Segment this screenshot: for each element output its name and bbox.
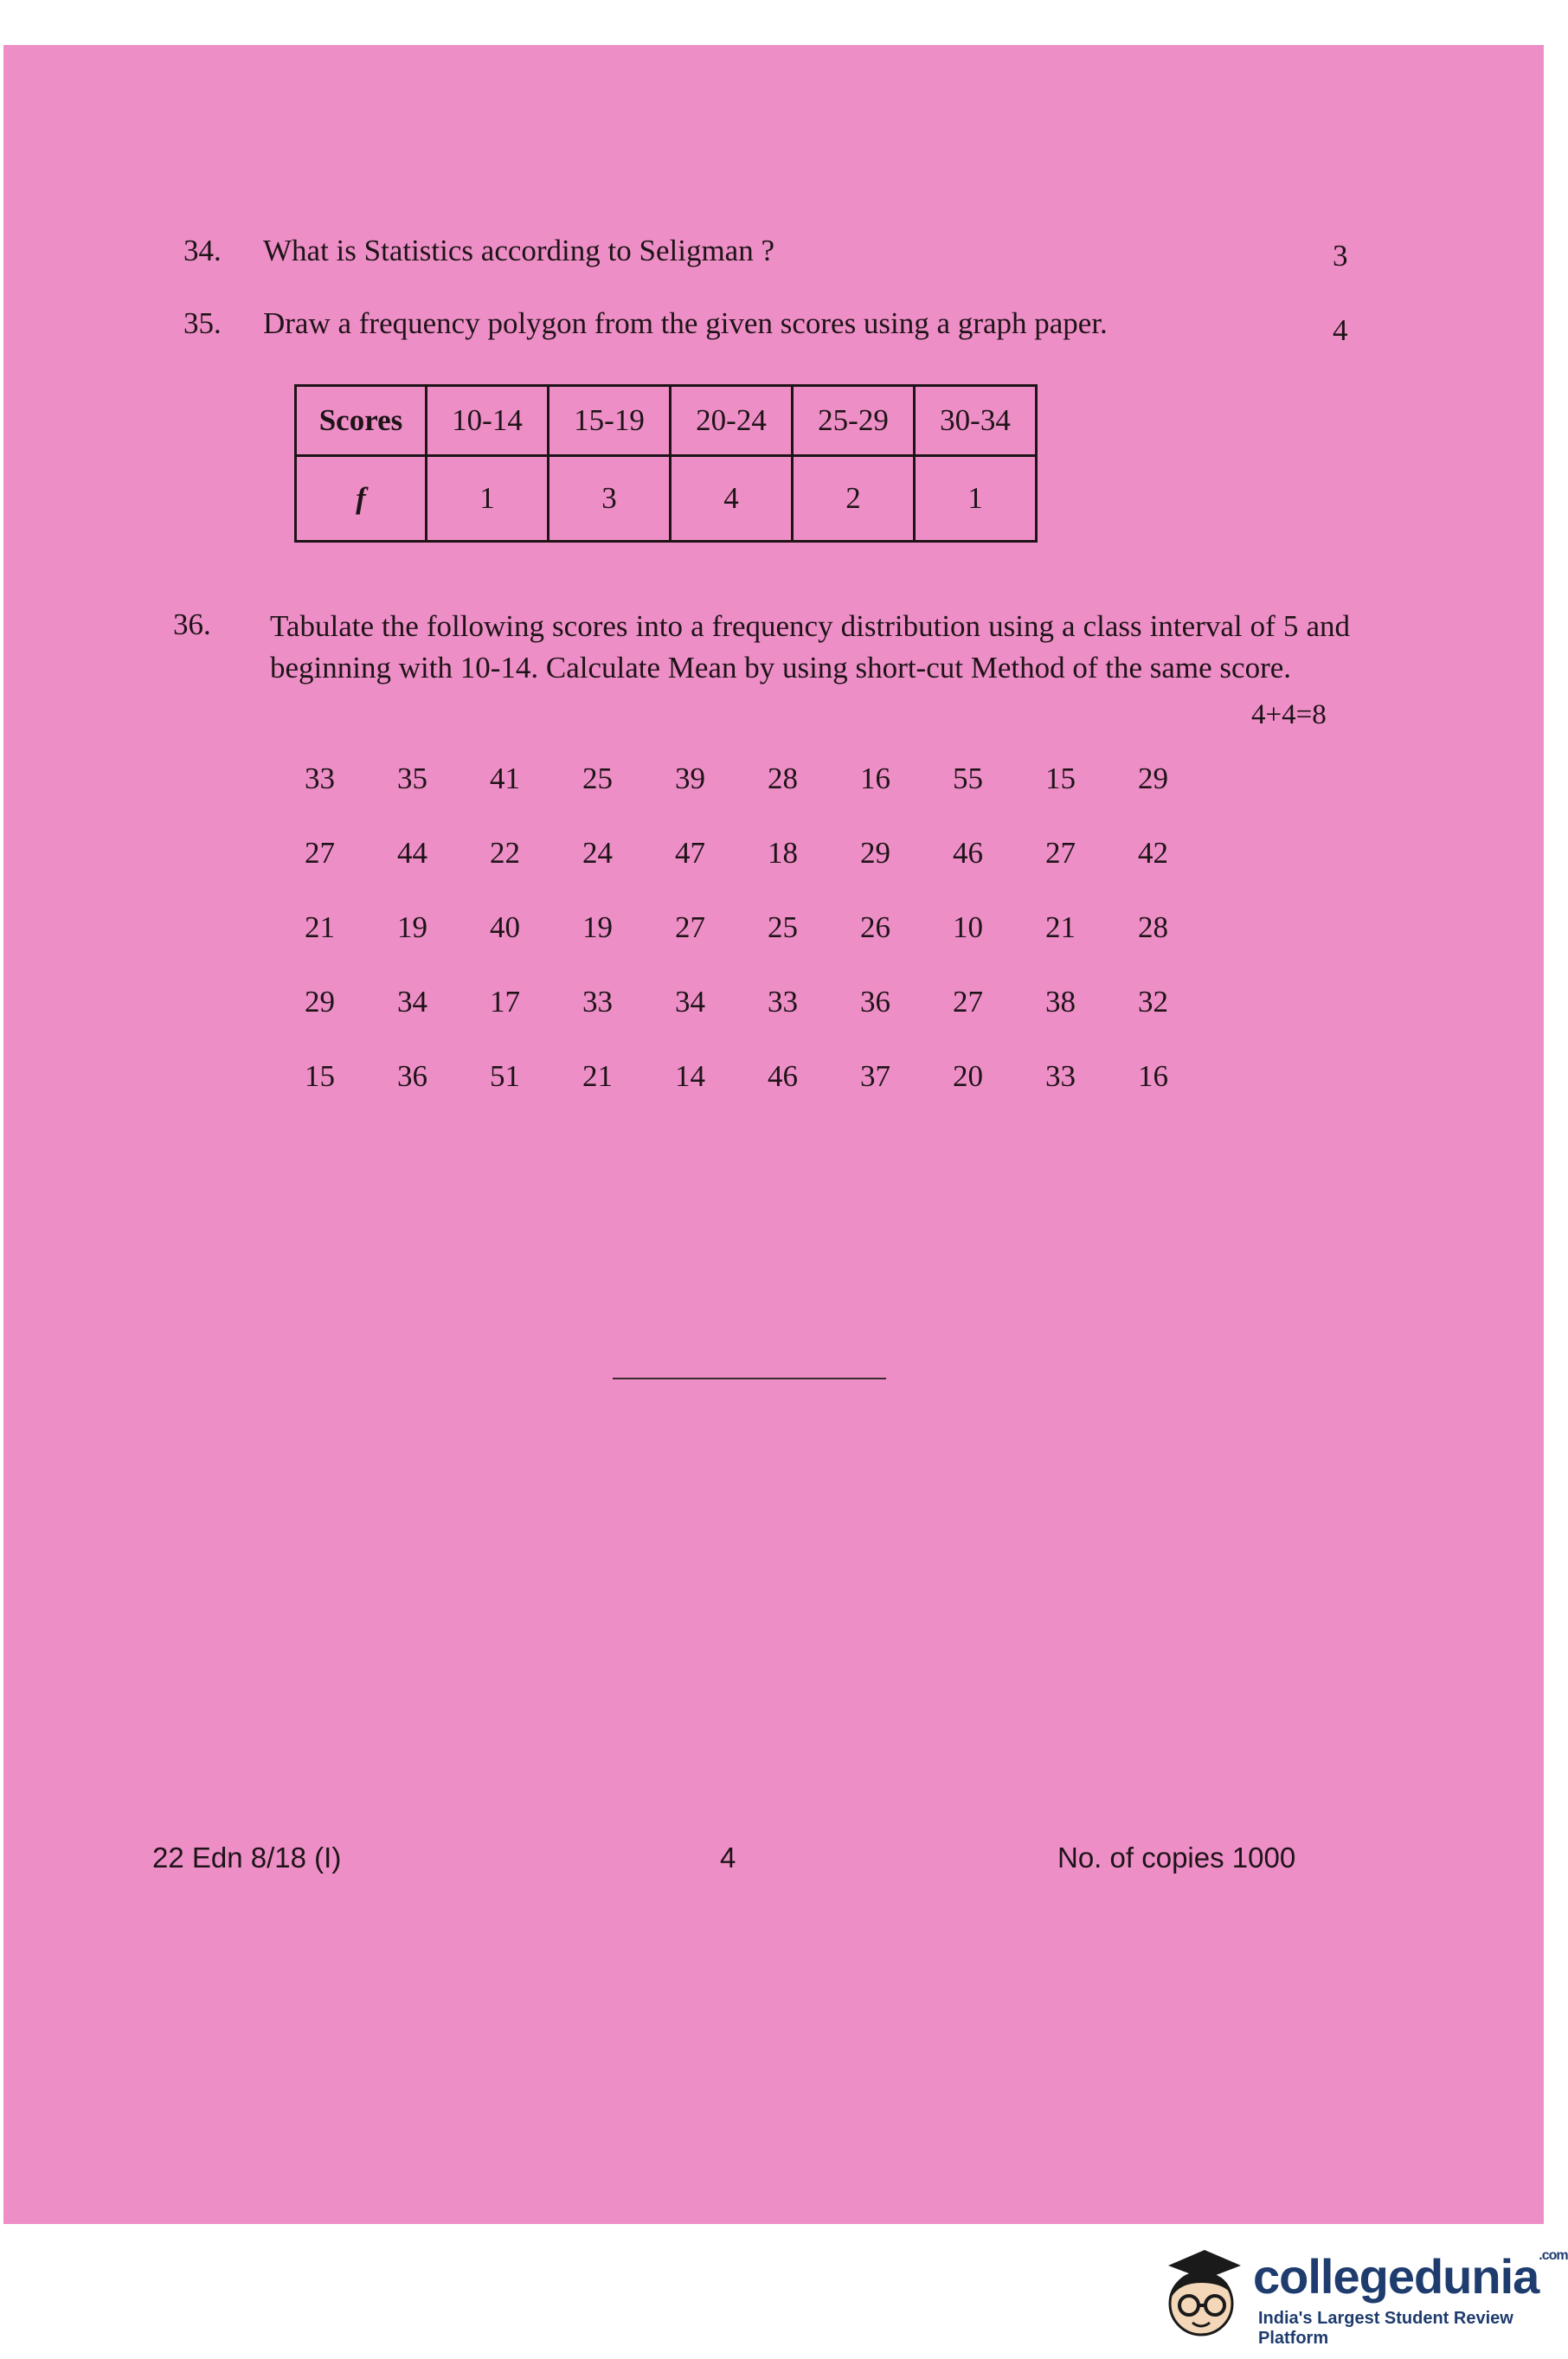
score-value: 44 (397, 836, 427, 870)
score-value: 51 (490, 1059, 520, 1093)
marks-36: 4+4=8 (1251, 699, 1327, 730)
score-value: 29 (305, 985, 335, 1019)
table-header-label: Scores (296, 386, 427, 456)
score-value: 47 (675, 836, 705, 870)
class-interval: 15-19 (549, 386, 671, 456)
score-value: 20 (953, 1059, 983, 1093)
mascot-icon (1151, 2231, 1246, 2352)
score-value: 27 (305, 836, 335, 870)
score-value: 15 (305, 1059, 335, 1093)
score-value: 33 (768, 985, 798, 1019)
frequency-value: 1 (427, 456, 549, 542)
question-36-number: 36. (173, 607, 211, 641)
score-value: 46 (768, 1059, 798, 1093)
exam-page (3, 45, 1544, 2224)
score-value: 22 (490, 836, 520, 870)
score-value: 19 (397, 910, 427, 944)
brand-tagline: India's Largest Student Review Platform (1258, 2309, 1513, 2348)
score-row (305, 985, 1231, 1059)
score-value: 19 (582, 910, 613, 944)
score-value: 33 (305, 762, 335, 795)
copies-count: No. of copies 1000 (1057, 1842, 1296, 1874)
marks-34: 3 (1333, 239, 1348, 273)
frequency-table (294, 384, 1038, 543)
brand-name: collegedunia$^{.com}$ (1253, 2248, 1568, 2304)
score-value: 32 (1138, 985, 1168, 1019)
frequency-value: 3 (549, 456, 671, 542)
score-value: 28 (1138, 910, 1168, 944)
paper-code: 22 Edn 8/18 (I) (152, 1842, 342, 1874)
marks-35: 4 (1333, 313, 1348, 347)
score-row (305, 836, 1231, 910)
score-value: 26 (860, 910, 890, 944)
score-value: 36 (860, 985, 890, 1019)
question-number: 34. (183, 234, 222, 267)
frequency-value: 4 (671, 456, 793, 542)
score-value: 42 (1138, 836, 1168, 870)
table-frequency-row (296, 456, 1037, 542)
score-value: 16 (1138, 1059, 1168, 1093)
class-interval: 20-24 (671, 386, 793, 456)
score-value: 41 (490, 762, 520, 795)
score-value: 55 (953, 762, 983, 795)
score-value: 38 (1045, 985, 1076, 1019)
score-value: 28 (768, 762, 798, 795)
score-value: 39 (675, 762, 705, 795)
score-value: 21 (582, 1059, 613, 1093)
class-interval: 30-34 (915, 386, 1037, 456)
score-value: 10 (953, 910, 983, 944)
score-value: 14 (675, 1059, 705, 1093)
score-value: 33 (1045, 1059, 1076, 1093)
question-text: What is Statistics according to Seligman ? (263, 234, 774, 267)
question-35 (183, 305, 1108, 343)
score-row (305, 762, 1231, 836)
score-value: 16 (860, 762, 890, 795)
score-row (305, 910, 1231, 985)
score-value: 17 (490, 985, 520, 1019)
score-value: 46 (953, 836, 983, 870)
score-value: 27 (1045, 836, 1076, 870)
score-value: 15 (1045, 762, 1076, 795)
score-value: 29 (1138, 762, 1168, 795)
score-value: 21 (1045, 910, 1076, 944)
score-value: 36 (397, 1059, 427, 1093)
score-value: 37 (860, 1059, 890, 1093)
score-row (305, 1059, 1231, 1134)
score-value: 34 (397, 985, 427, 1019)
class-interval: 10-14 (427, 386, 549, 456)
score-value: 33 (582, 985, 613, 1019)
score-value: 40 (490, 910, 520, 944)
score-value: 21 (305, 910, 335, 944)
table-header-row (296, 386, 1037, 456)
class-interval: 25-29 (793, 386, 915, 456)
score-value: 29 (860, 836, 890, 870)
score-value: 25 (582, 762, 613, 795)
score-value: 27 (953, 985, 983, 1019)
question-34 (183, 232, 774, 270)
frequency-value: 2 (793, 456, 915, 542)
score-value: 24 (582, 836, 613, 870)
score-value: 35 (397, 762, 427, 795)
score-value: 25 (768, 910, 798, 944)
scores-grid (305, 762, 1231, 1134)
frequency-label: f (296, 456, 427, 542)
score-value: 27 (675, 910, 705, 944)
page-number: 4 (720, 1842, 736, 1874)
question-text: Draw a frequency polygon from the given scores using a graph paper. (263, 306, 1108, 340)
question-number: 35. (183, 306, 222, 340)
question-36-text: Tabulate the following scores into a frequency distribution using a class interval of 5 and beginning with 10-14. Calculate Mean by using short-cut Method of the same score. (270, 609, 1350, 685)
end-rule (613, 1378, 886, 1379)
collegedunia-logo (1151, 2231, 1568, 2352)
frequency-value: 1 (915, 456, 1037, 542)
score-value: 34 (675, 985, 705, 1019)
score-value: 18 (768, 836, 798, 870)
